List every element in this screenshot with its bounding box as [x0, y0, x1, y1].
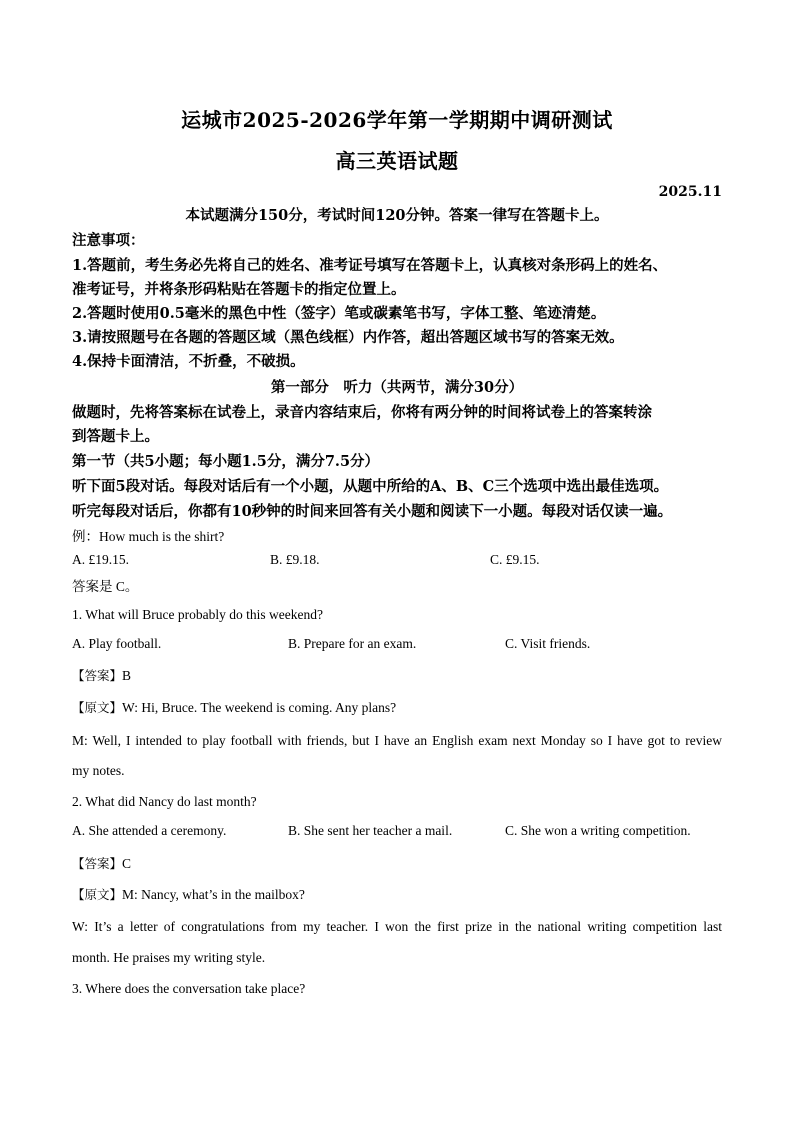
q2-option-b: B. She sent her teacher a mail.: [288, 823, 453, 838]
answer-tag: 【答案】: [72, 856, 123, 871]
example-answer: 答案是 C。: [72, 579, 139, 594]
notice-item-2: 2.答题时使用0.5毫米的黑色中性（签字）笔或碳素笔书写，字体工整、笔迹清楚。: [72, 305, 606, 322]
example-option-b: B. £9.18.: [270, 552, 320, 567]
q2-script-line-end: month. He praises my writing style.: [72, 950, 266, 965]
q1-script-line-end: my notes.: [72, 763, 125, 778]
q2-answer: [72, 854, 722, 874]
script-tag: 【原文】: [72, 887, 123, 902]
example-option-a: A. £19.15.: [72, 552, 129, 567]
notice-item-3: 3.请按照题号在各题的答题区域（黑色线框）内作答，超出答题区域书写的答案无效。: [72, 329, 624, 346]
notice-item-4: 4.保持卡面清洁，不折叠，不破损。: [72, 353, 305, 370]
exam-title: 运城市2025-2026学年第一学期期中调研测试: [181, 108, 613, 132]
q1-answer: [72, 666, 722, 686]
exam-date: 2025.11: [658, 184, 722, 200]
question-3: 3. Where does the conversation take place?: [72, 981, 306, 996]
q1-script: [72, 698, 722, 718]
section1-instructions-cont: 听完每段对话后，你都有10秒钟的时间来回答有关小题和阅读下一小题。每段对话仅读一遍。: [72, 503, 673, 520]
notice-heading: 注意事项：: [72, 232, 145, 249]
question-2: 2. What did Nancy do last month?: [72, 794, 257, 809]
part1-instructions: 做题时，先将答案标在试卷上，录音内容结束后，你将有两分钟的时间将试卷上的答案转涂: [72, 404, 652, 421]
notice-item-1-cont: 准考证号，并将条形码粘贴在答题卡的指定位置上。: [72, 281, 406, 298]
q2-script: [72, 885, 722, 905]
script-text: W: Hi, Bruce. The weekend is coming. Any plans?: [122, 700, 397, 715]
answer-tag: 【答案】: [72, 668, 123, 683]
question-1: 1. What will Bruce probably do this weekend?: [72, 607, 323, 622]
script-text: M: Nancy, what’s in the mailbox?: [122, 887, 305, 902]
section1-heading: 第一节（共5小题；每小题1.5分，满分7.5分）: [72, 453, 380, 470]
q1-option-a: A. Play football.: [72, 636, 162, 651]
exam-intro: 本试题满分150分，考试时间120分钟。答案一律写在答题卡上。: [185, 207, 609, 224]
q2-script-line: W: It’s a letter of congratulations from my teacher. I won the first prize in the national writing competition last: [72, 919, 722, 934]
section1-instructions: 听下面5段对话。每段对话后有一个小题，从题中所给的A、B、C三个选项中选出最佳选项。: [72, 478, 669, 495]
answer-value: C: [122, 856, 132, 871]
notice-item-1: 1.答题前，考生务必先将自己的姓名、准考证号填写在答题卡上，认真核对条形码上的姓名、: [72, 257, 668, 274]
part1-heading: 第一部分 听力（共两节，满分30分）: [270, 379, 524, 396]
exam-subtitle: 高三英语试题: [335, 149, 459, 173]
answer-value: B: [122, 668, 132, 683]
q2-option-a: A. She attended a ceremony.: [72, 823, 227, 838]
example-question: 例：How much is the shirt?: [72, 529, 225, 544]
q1-script-line: M: Well, I intended to play football with friends, but I have an English exam next Monday so I have got to review: [72, 733, 722, 748]
example-option-c: C. £9.15.: [490, 552, 540, 567]
q1-option-b: B. Prepare for an exam.: [288, 636, 417, 651]
q2-option-c: C. She won a writing competition.: [505, 823, 691, 838]
part1-instructions-cont: 到答题卡上。: [72, 428, 159, 445]
script-tag: 【原文】: [72, 700, 123, 715]
q1-option-c: C. Visit friends.: [505, 636, 591, 651]
